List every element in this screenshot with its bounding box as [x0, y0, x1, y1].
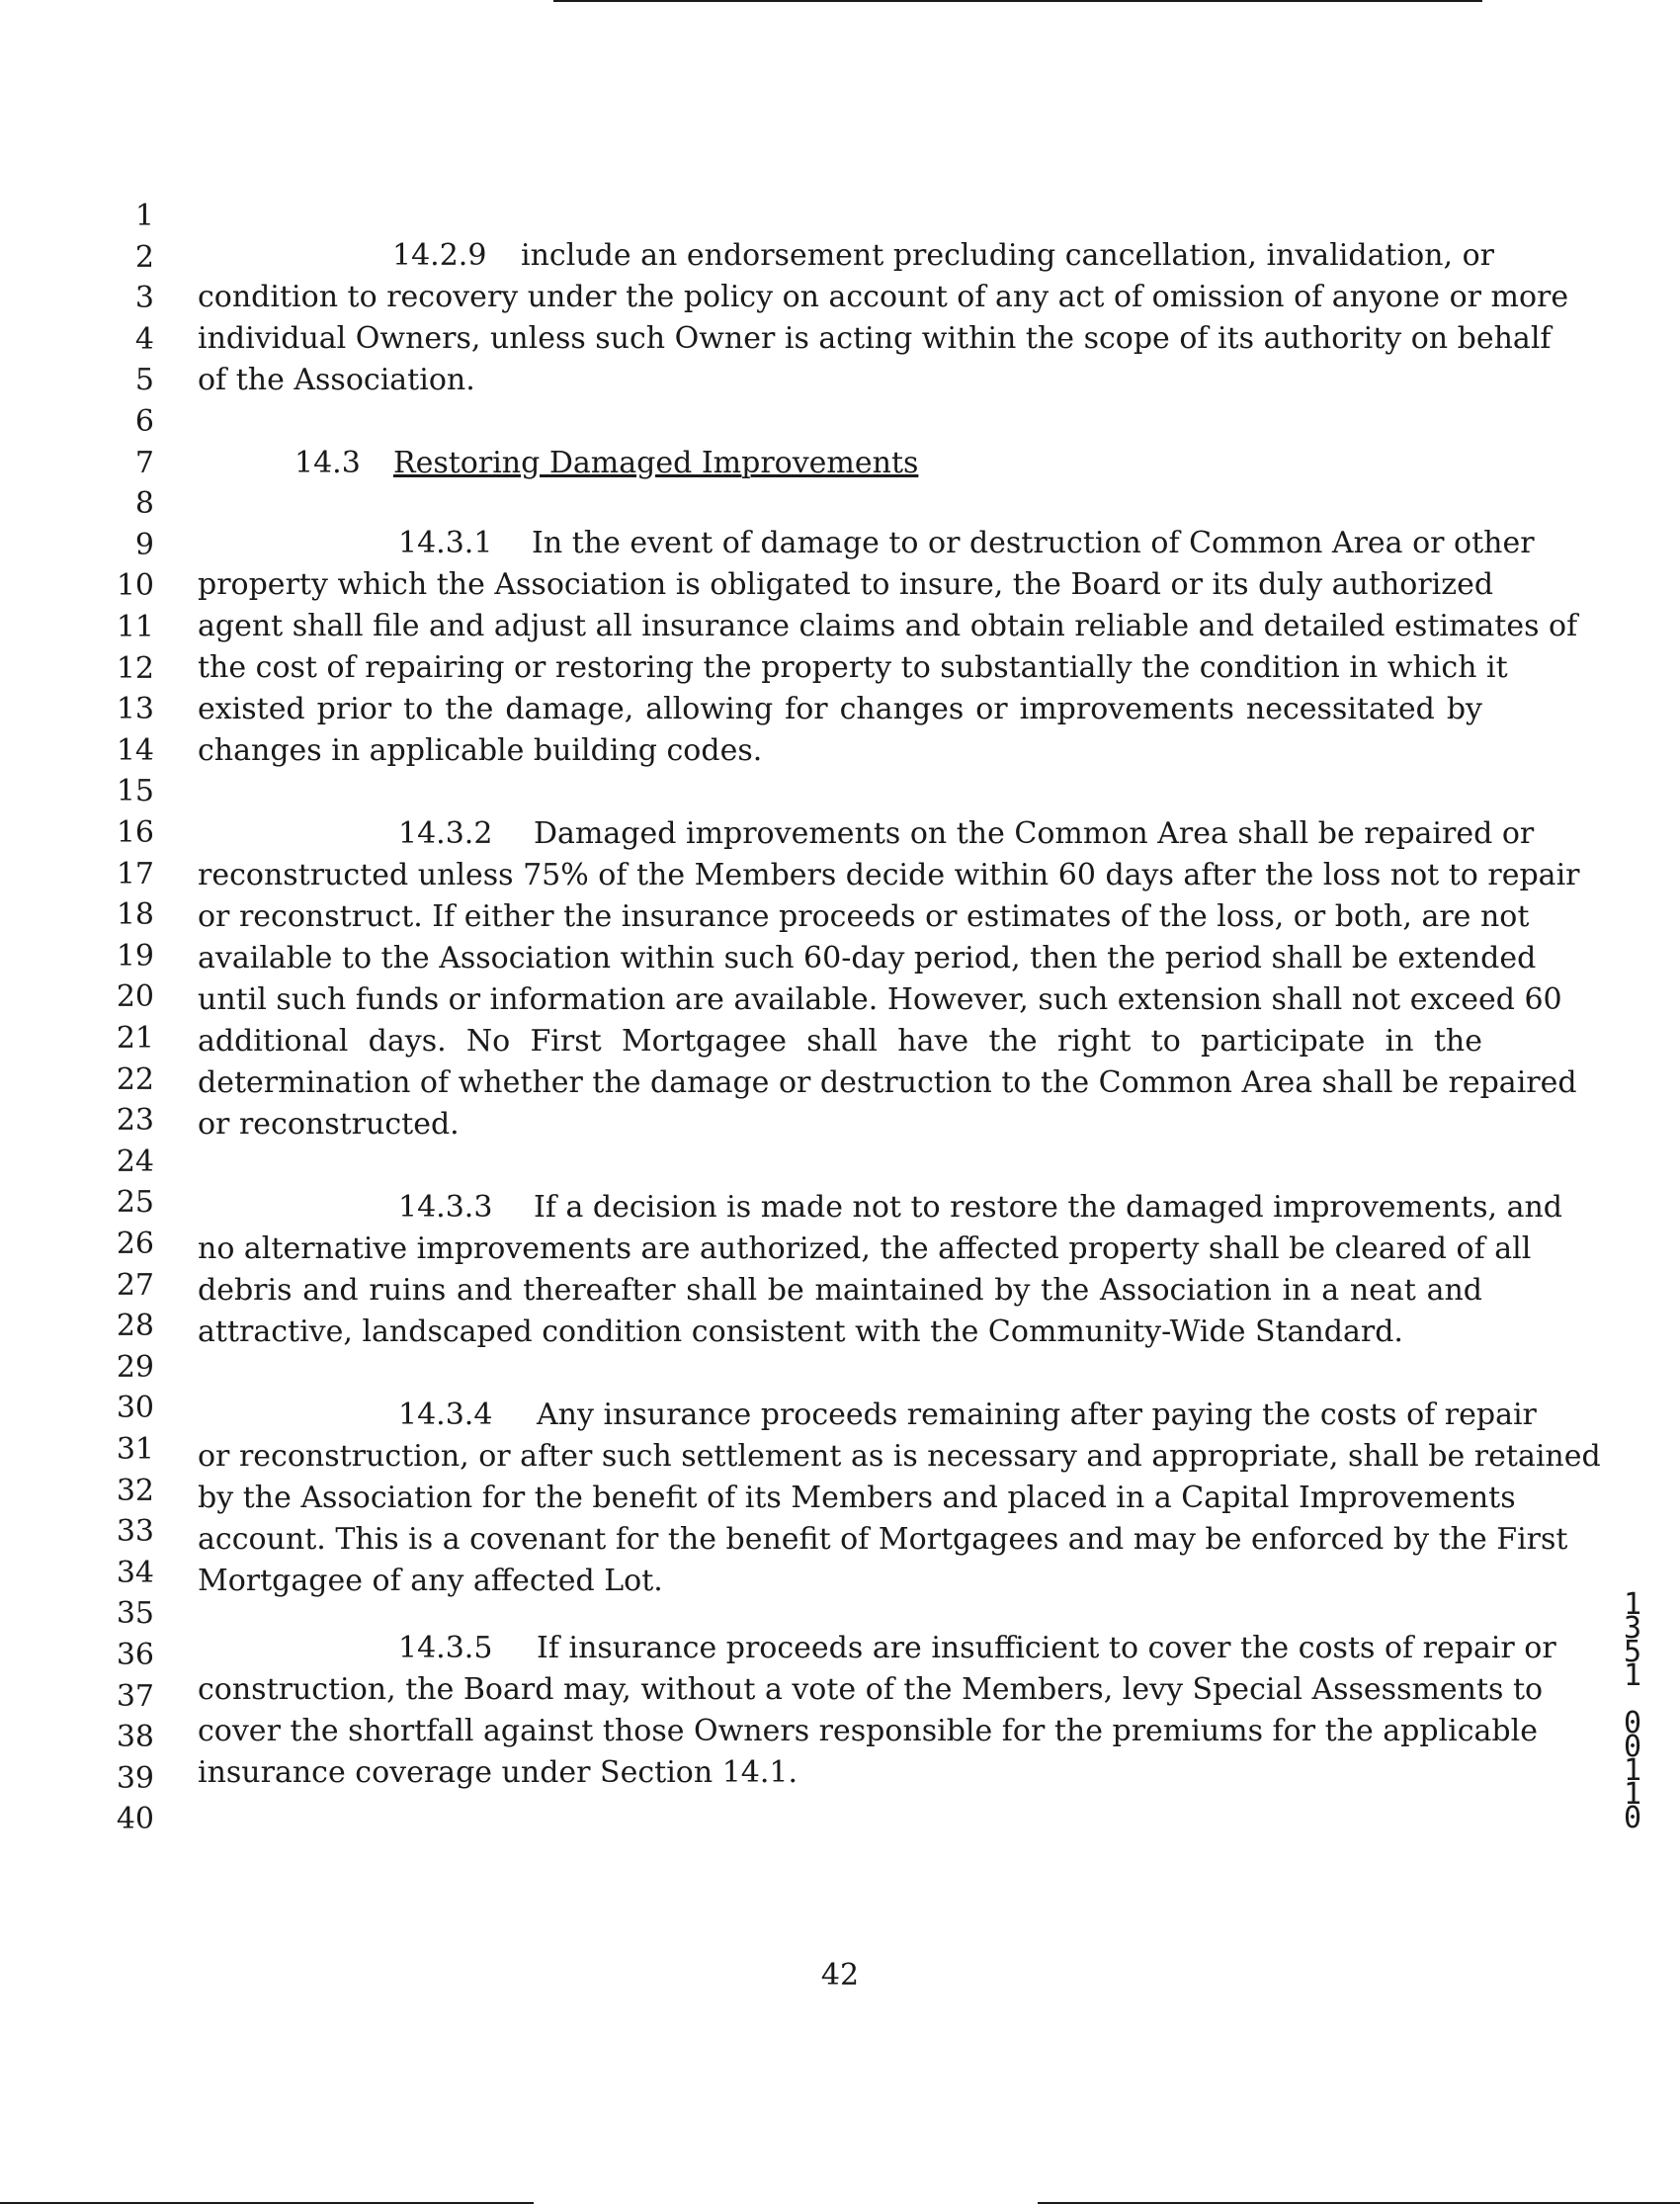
line-number: 20 — [116, 979, 154, 1014]
text-line: individual Owners, unless such Owner is acting within the scope of its authority on behalf — [198, 321, 1552, 356]
text-line: construction, the Board may, without a vote of the Members, levy Special Assessments to — [198, 1672, 1544, 1707]
text-line: property which the Association is obligated to insure, the Board or its duly authorized — [198, 567, 1494, 602]
line-number: 26 — [116, 1227, 154, 1261]
text-line: determination of whether the damage or destruction to the Common Area shall be repaired — [198, 1065, 1577, 1100]
line-number: 14 — [116, 733, 154, 768]
line-number: 25 — [116, 1185, 154, 1220]
text-line — [198, 526, 1535, 561]
paragraph-text: Any insurance proceeds remaining after paying the costs of repair — [537, 1398, 1537, 1432]
paragraph-number: 14.2.9 — [392, 238, 487, 273]
line-number: 32 — [116, 1474, 154, 1508]
text-line: cover the shortfall against those Owners responsible for the premiums for the applicable — [198, 1714, 1538, 1748]
side-stamp: 1 3 5 1 0 0 1 1 0 — [1623, 1587, 1642, 1835]
line-number: 18 — [116, 897, 154, 932]
text-line: by the Association for the benefit of its Members and placed in a Capital Improvements — [198, 1481, 1516, 1515]
line-number: 38 — [116, 1720, 154, 1754]
paragraph-text: If insurance proceeds are insufficient to cover the costs of repair or — [537, 1631, 1556, 1665]
text-line — [198, 1631, 1556, 1666]
paragraph-number: 14.3.1 — [398, 526, 493, 560]
line-number: 17 — [116, 857, 154, 891]
text-line: debris and ruins and thereafter shall be maintained by the Association in a neat and — [198, 1273, 1482, 1308]
line-number: 21 — [116, 1021, 154, 1056]
line-number: 15 — [116, 774, 154, 808]
line-number: 22 — [116, 1062, 154, 1097]
text-line: insurance coverage under Section 14.1. — [198, 1755, 798, 1790]
text-line: existed prior to the damage, allowing for changes or improvements necessitated by — [198, 692, 1482, 726]
paragraph-number: 14.3.2 — [398, 816, 493, 851]
line-number: 39 — [116, 1761, 154, 1796]
line-number: 1 — [134, 199, 154, 233]
text-line: available to the Association within such 60-day period, then the period shall be extended — [198, 941, 1537, 975]
text-line: of the Association. — [198, 363, 475, 397]
line-number: 5 — [134, 363, 154, 397]
line-number: 34 — [116, 1556, 154, 1590]
line-number: 4 — [134, 322, 154, 357]
text-line: reconstructed unless 75% of the Members decide within 60 days after the loss not to repair — [198, 858, 1580, 892]
line-number: 3 — [134, 281, 154, 315]
text-line — [198, 1190, 1562, 1226]
line-number: 19 — [116, 939, 154, 974]
line-number: 13 — [116, 692, 154, 726]
line-number: 27 — [116, 1268, 154, 1303]
line-number: 31 — [116, 1432, 154, 1467]
section-heading-number: 14.3 — [294, 446, 361, 480]
text-line — [198, 816, 1535, 852]
line-number: 40 — [116, 1802, 154, 1836]
line-number: 29 — [116, 1350, 154, 1385]
text-line: account. This is a covenant for the benefit of Mortgagees and may be enforced by the First — [198, 1522, 1568, 1557]
line-number: 9 — [134, 528, 154, 562]
line-number: 37 — [116, 1679, 154, 1714]
paragraph-text: In the event of damage to or destruction of Common Area or other — [532, 526, 1535, 560]
line-number: 28 — [116, 1309, 154, 1343]
text-line: attractive, landscaped condition consistent with the Community-Wide Standard. — [198, 1314, 1403, 1349]
line-number: 35 — [116, 1596, 154, 1631]
line-number: 11 — [116, 610, 154, 644]
line-number: 16 — [116, 815, 154, 850]
top-rule — [553, 0, 1482, 2]
section-heading — [198, 446, 1482, 481]
line-number: 36 — [116, 1638, 154, 1672]
text-line: until such funds or information are available. However, such extension shall not exceed 60 — [198, 982, 1562, 1017]
text-line: additional days. No First Mortgagee shall have the right to participate in the — [198, 1024, 1482, 1059]
text-line — [198, 1398, 1537, 1433]
text-line: condition to recovery under the policy on account of any act of omission of anyone or more — [198, 280, 1569, 314]
text-line: agent shall file and adjust all insurance claims and obtain reliable and detailed estimates of — [198, 609, 1578, 643]
line-number: 33 — [116, 1514, 154, 1549]
text-line: Mortgagee of any affected Lot. — [198, 1564, 663, 1598]
line-number: 12 — [116, 651, 154, 686]
line-number: 8 — [134, 486, 154, 521]
text-line: or reconstructed. — [198, 1107, 460, 1142]
text-line: or reconstruction, or after such settlement as is necessary and appropriate, shall be retained — [198, 1439, 1601, 1474]
text-line: changes in applicable building codes. — [198, 733, 763, 768]
line-number: 7 — [134, 446, 154, 480]
paragraph-text: If a decision is made not to restore the damaged improvements, and — [534, 1190, 1562, 1225]
line-number: 2 — [134, 240, 154, 275]
text-line: no alternative improvements are authorized, the affected property shall be cleared of all — [198, 1231, 1532, 1266]
line-number: 24 — [116, 1144, 154, 1179]
paragraph-text: Damaged improvements on the Common Area shall be repaired or — [534, 816, 1535, 851]
section-heading-title: Restoring Damaged Improvements — [393, 446, 919, 480]
line-number: 23 — [116, 1103, 154, 1138]
text-line: or reconstruct. If either the insurance proceeds or estimates of the loss, or both, are not — [198, 899, 1530, 934]
text-line — [198, 238, 1494, 274]
paragraph-number: 14.3.5 — [398, 1631, 493, 1665]
text-line: the cost of repairing or restoring the property to substantially the condition in which it — [198, 650, 1508, 685]
line-number: 30 — [116, 1391, 154, 1425]
line-number: 6 — [134, 404, 154, 439]
line-number: 10 — [116, 568, 154, 603]
paragraph-number: 14.3.3 — [398, 1190, 493, 1225]
page-number: 42 — [820, 1958, 860, 1992]
paragraph-number: 14.3.4 — [398, 1398, 493, 1432]
paragraph-text: include an endorsement precluding cancellation, invalidation, or — [521, 238, 1494, 273]
